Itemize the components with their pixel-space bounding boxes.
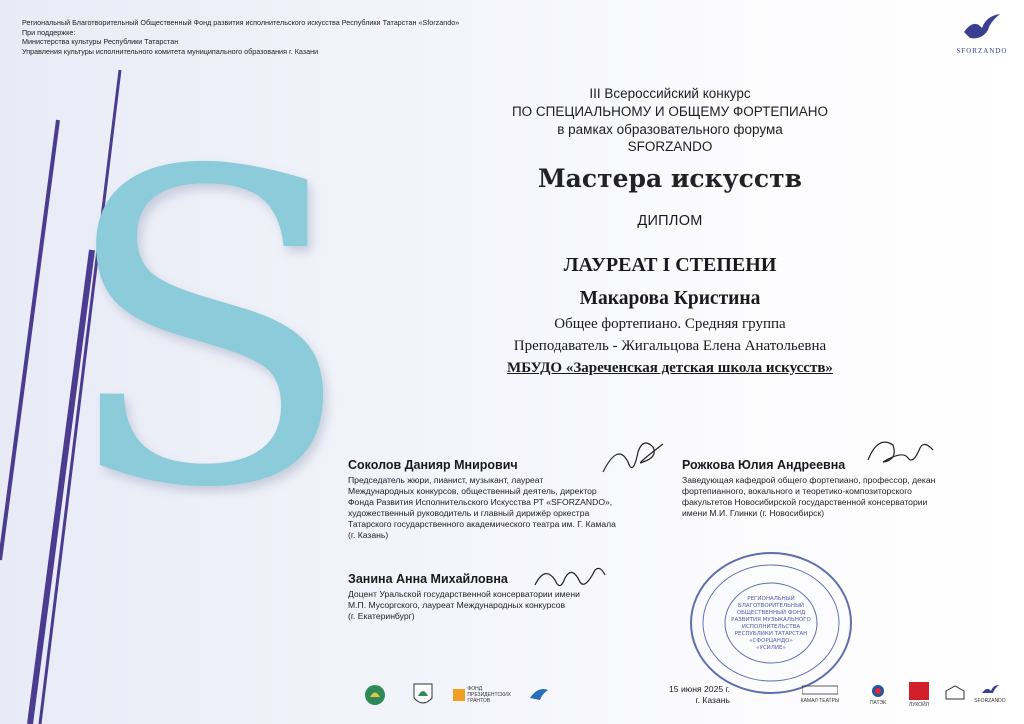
contest-header-line: SFORZANDO [627,139,713,154]
jury-desc-line: Заведующая кафедрой общего фортепиано, профессор, декан [682,475,936,485]
sponsor-logo [906,682,932,708]
contest-header-line: III Всероссийский конкурс [589,86,751,101]
tatarstan-emblem-icon [364,684,386,706]
organization-line: Региональный Благотворительный Общественный Фонд развития исполнительского искусства Республики Татарстан «Sforzando» [22,18,460,27]
signature-icon [858,430,938,474]
building-logo-icon [944,684,966,700]
stamp-text: «СФОРЦАНДО» [749,638,793,644]
sponsor-logo [970,684,1010,704]
jury-desc-line: М.П. Мусоргского, лауреат Международных конкурсов [348,600,566,610]
diploma-title: Мастера искусств [537,164,802,193]
official-stamp-icon [686,548,856,698]
jury-desc-line: Доцент Уральской государственной консерватории имени [348,589,580,599]
svg-text:S: S [60,140,355,520]
sponsor-logo [864,684,892,706]
jury-desc-line: Международных конкурсов, общественный деятель, директор [348,486,597,496]
jury-member [348,572,668,622]
jury-description [348,475,668,541]
jury-description [682,475,1002,519]
presidential-grants-icon [452,688,466,702]
date-text: 15 июня 2025 г. [669,684,730,694]
city-text: г. Казань [695,695,730,705]
sponsor-label: ФОНД ПРЕЗИДЕНТСКИХ ГРАНТОВ [467,686,511,704]
lukoil-logo-icon [909,682,929,700]
sponsor-logo [452,686,522,704]
stamp-text: РЕГИОНАЛЬНЫЙ [747,596,795,602]
jury-desc-line: Председатель жюри, пианист, музыкант, лауреат [348,475,544,485]
support-label: При поддержке: [22,27,76,37]
jury-desc-line: художественный руководитель и главный дирижёр оркестра [348,508,590,518]
patek-logo-icon [867,684,889,698]
jury-desc-line: (г. Екатеринбург) [348,611,415,621]
sponsor-logo [526,684,552,706]
organization-info [22,18,459,56]
sponsor-logo [942,684,968,702]
jury-desc-line: фортепианного, вокального и теоретико-композиторского [682,486,912,496]
sponsor-logo [410,682,436,710]
diploma-label: ДИПЛОМ [637,213,703,229]
jury-member [682,458,1002,519]
sponsor-logo [800,684,840,704]
jury-description [348,589,668,622]
contest-header-line: в рамках образовательного форума [557,122,783,137]
stamp-text: РАЗВИТИЯ МУЗЫКАЛЬНОГО [731,617,811,623]
organization-line: Управления культуры исполнительного комитета муниципального образования г. Казани [22,46,319,56]
participant-teacher: Преподаватель - Жигальцова Елена Анатольевна [513,338,827,354]
sponsor-logo [362,684,388,708]
stamp-text: «УСИЛИЕ» [756,645,786,651]
dove-logo-icon [528,684,550,704]
sforzando-small-icon [980,684,1000,696]
jury-desc-line: Татарского государственного академического театра им. Г. Камала [348,519,616,529]
school-name: МБУДО «Зареченская детская школа искусств» [507,360,833,376]
stamp-text: ИСПОЛНИТЕЛЬСТВА [741,624,801,630]
sponsor-label: ПАТЭК [869,700,887,706]
contest-header-line: ПО СПЕЦИАЛЬНОМУ И ОБЩЕМУ ФОРТЕПИАНО [511,104,829,119]
jury-name: Соколов Данияр Мнирович [348,458,518,472]
kazan-emblem-icon [412,682,434,708]
organization-line: Министерства культуры Республики Татарстан [22,37,179,47]
kamal-theatre-icon [802,684,838,696]
bird-logo-icon [960,12,1004,42]
stamp-text: ОБЩЕСТВЕННЫЙ ФОНД [736,610,806,616]
logo-text: SFORZANDO [956,47,1008,55]
jury-desc-line: (г. Казань) [348,530,389,540]
jury-desc-line: Фонда Развития Исполнительского Искусства РТ «SFORZANDO», [348,497,613,507]
signature-icon [530,560,610,600]
sforzando-logo [952,12,1012,55]
participant-category: Общее фортепиано. Средняя группа [554,316,786,332]
jury-desc-line: имени М.И. Глинки (г. Новосибирск) [682,508,825,518]
stamp-text: РЕСПУБЛИКИ ТАТАРСТАН [734,631,808,637]
stamp-text: БЛАГОТВОРИТЕЛЬНЫЙ [737,603,805,609]
sponsor-label: КАМАЛ ТЕАТРЫ [800,698,840,704]
sponsor-label: SFORZANDO [974,698,1006,704]
sponsor-label: ЛУКОЙЛ [908,702,930,708]
participant-school [440,360,900,377]
laureate-degree: ЛАУРЕАТ I СТЕПЕНИ [563,254,777,276]
jury-name: Занина Анна Михайловна [348,572,508,586]
issue-date [620,684,730,706]
jury-name: Рожкова Юлия Андреевна [682,458,846,472]
large-s-emblem [60,140,380,520]
jury-desc-line: факультетов Новосибирской государственной консерватории [682,497,928,507]
signature-icon [598,432,668,482]
participant-name: Макарова Кристина [579,288,761,309]
